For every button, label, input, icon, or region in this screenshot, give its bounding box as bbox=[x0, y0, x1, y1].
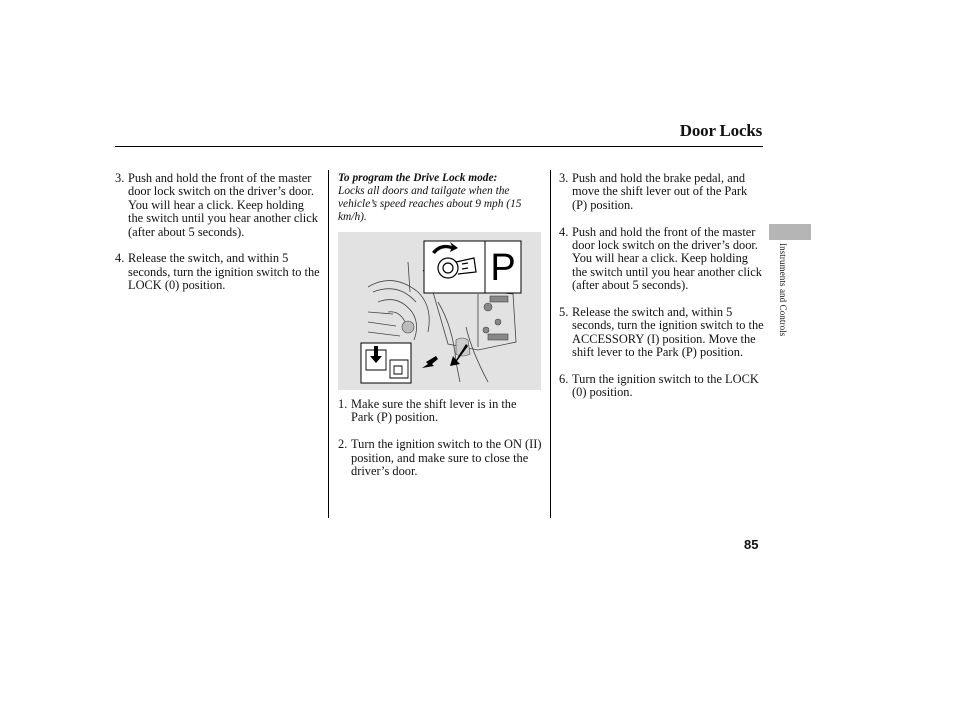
step-number: 3. bbox=[559, 171, 569, 185]
step-number: 5. bbox=[559, 305, 569, 320]
park-letter: P bbox=[490, 247, 516, 289]
step-text: Push and hold the front of the master door lock switch on the driver’s door. You will hear a click. Keep holding the switch until you hear another click (after about 5 seconds). bbox=[128, 171, 318, 239]
step-text: Turn the ignition switch to the ON (II) position, and make sure to close the driver’s door. bbox=[351, 437, 542, 479]
step-item bbox=[115, 252, 321, 292]
step-number: 2. bbox=[338, 437, 348, 452]
column-divider-2 bbox=[550, 170, 551, 518]
column-2-steps bbox=[338, 398, 542, 492]
note-title: To program the Drive Lock mode: bbox=[338, 172, 498, 184]
step-item bbox=[559, 172, 765, 212]
step-item bbox=[559, 226, 765, 293]
step-text: Release the switch, and within 5 seconds, turn the ignition switch to the LOCK (0) position. bbox=[128, 251, 320, 293]
step-item bbox=[338, 438, 542, 478]
section-tab-label: Instruments and Controls bbox=[778, 243, 788, 337]
step-item bbox=[559, 306, 765, 360]
step-text: Release the switch and, within 5 seconds, turn the ignition switch to the ACCESSORY (I) position. Move the shift lever to the Park (P) position. bbox=[572, 305, 764, 360]
page-title: Door Locks bbox=[679, 121, 762, 140]
dashboard-drawing bbox=[338, 232, 541, 390]
column-divider-1 bbox=[328, 170, 329, 518]
step-item bbox=[559, 373, 765, 400]
step-number: 3. bbox=[115, 171, 125, 185]
page-number: 85 bbox=[744, 537, 759, 552]
step-text: Push and hold the brake pedal, and move the shift lever out of the Park (P) position. bbox=[572, 171, 748, 212]
step-text: Turn the ignition switch to the LOCK (0) position. bbox=[572, 372, 759, 400]
step-text: Push and hold the front of the master door lock switch on the driver’s door. You will hear a click. Keep holding the switch until you hear another click (after about 5 seconds). bbox=[572, 224, 762, 293]
step-number: 6. bbox=[559, 372, 569, 387]
section-tab bbox=[769, 224, 811, 240]
step-item bbox=[338, 398, 542, 425]
column-1 bbox=[115, 172, 321, 306]
step-number: 1. bbox=[338, 397, 348, 411]
step-text: Make sure the shift lever is in the Park (P) position. bbox=[351, 397, 517, 425]
step-number: 4. bbox=[115, 251, 125, 266]
step-item bbox=[115, 172, 321, 239]
dashboard-illustration bbox=[338, 232, 541, 390]
step-number: 4. bbox=[559, 224, 569, 239]
column-3 bbox=[559, 172, 765, 413]
header-rule bbox=[115, 146, 763, 147]
column-2 bbox=[338, 172, 542, 224]
note-body: Locks all doors and tailgate when the vehicle’s speed reaches about 9 mph (15 km/h). bbox=[338, 185, 522, 223]
